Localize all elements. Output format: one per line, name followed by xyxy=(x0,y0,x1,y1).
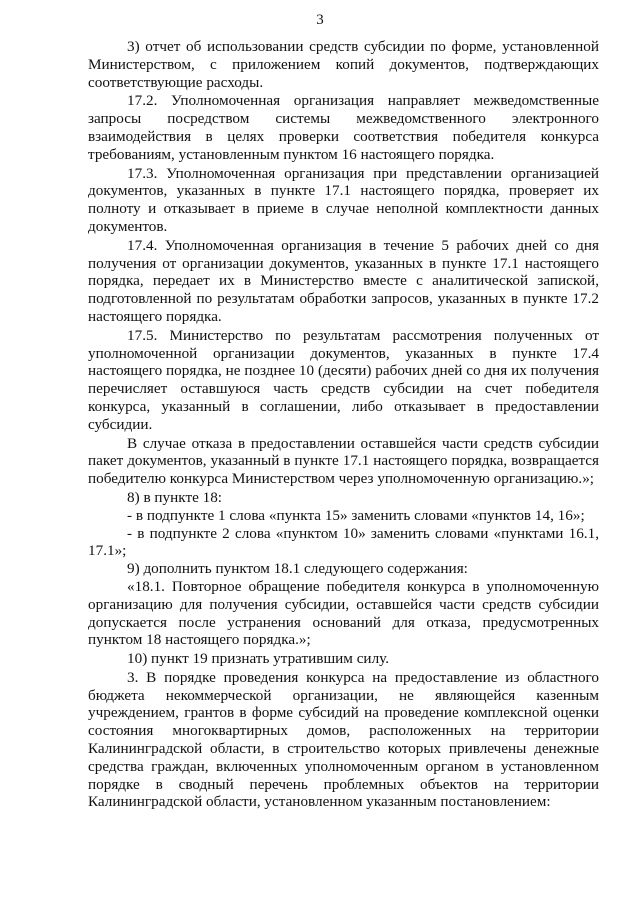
paragraph-refusal: В случае отказа в предоставлении оставшейся части средств субсидии пакет документов, указанный в пункте 17.1 настоящего порядка, возвращается победителю конкурса Министерством через уполномоченную организацию.»; xyxy=(88,434,599,488)
paragraph-report: 3) отчет об использовании средств субсидии по форме, установленной Министерством, с приложением копий документов, подтверждающих соответствующие расходы. xyxy=(88,38,599,91)
paragraph-item-10: 10) пункт 19 признать утратившим силу. xyxy=(127,650,390,668)
paragraph-17-5: 17.5. Министерство по результатам рассмотрения полученных от уполномоченной организации документов, указанных в пункте 17.4 настоящего порядка, не позднее 10 (десяти) рабочих дней со дня их получения перечисляет оставшуюся часть средств субсидии на счет победителя конкурса, указанный в соглашении, либо отказывает в предоставлении субсидии. xyxy=(88,326,599,433)
paragraph-item-8: 8) в пункте 18: xyxy=(127,488,223,506)
paragraph-subitem-2: - в подпункте 2 слова «пунктом 10» заменить словами «пунктами 16.1, 17.1»; xyxy=(88,524,599,560)
page-number: 3 xyxy=(316,12,324,28)
paragraph-17-3: 17.3. Уполномоченная организация при представлении организацией документов, указанных в пункте 17.1 настоящего порядка, проверяет их полноту и отказывает в приеме в случае неполной комплектности данных документов. xyxy=(88,164,599,235)
paragraph-17-4: 17.4. Уполномоченная организация в течение 5 рабочих дней со дня получения от организации документов, указанных в пункте 17.1 настоящего порядка, передает их в Министерство вместе с аналитической запиской, подготовленной по результатам обработки запросов, указанных в пункте 17.2 настоящего порядка. xyxy=(88,236,599,325)
paragraph-17-2: 17.2. Уполномоченная организация направляет межведомственные запросы посредством системы межведомственного электронного взаимодействия в целях проверки соответствия победителя конкурса требованиям, установленным пунктом 16 настоящего порядка. xyxy=(88,92,599,163)
paragraph-section-3: 3. В порядке проведения конкурса на предоставление из областного бюджета некоммерческой организации, не являющейся казенным учреждением, грантов в форме субсидий на проведение комплексной оценки состояния многоквартирных домов, расположенных на территории Калининградской области, в строительство которых привлечены денежные средства граждан, включенных уполномоченным органом в установленном порядке в сводный перечень проблемных объектов на территории Калининградской области, установленном указанным постановлением: xyxy=(88,668,599,811)
document-body xyxy=(88,38,599,811)
paragraph-subitem-1: - в подпункте 1 слова «пункта 15» заменить словами «пунктов 14, 16»; xyxy=(127,506,585,524)
paragraph-18-1: «18.1. Повторное обращение победителя конкурса в уполномоченную организацию для получения субсидии, оставшейся части средств субсидии допускается после устранения оснований для отказа, предусмотренных пунктом 18 настоящего порядка.»; xyxy=(88,577,599,649)
paragraph-item-9: 9) дополнить пунктом 18.1 следующего содержания: xyxy=(127,560,468,578)
